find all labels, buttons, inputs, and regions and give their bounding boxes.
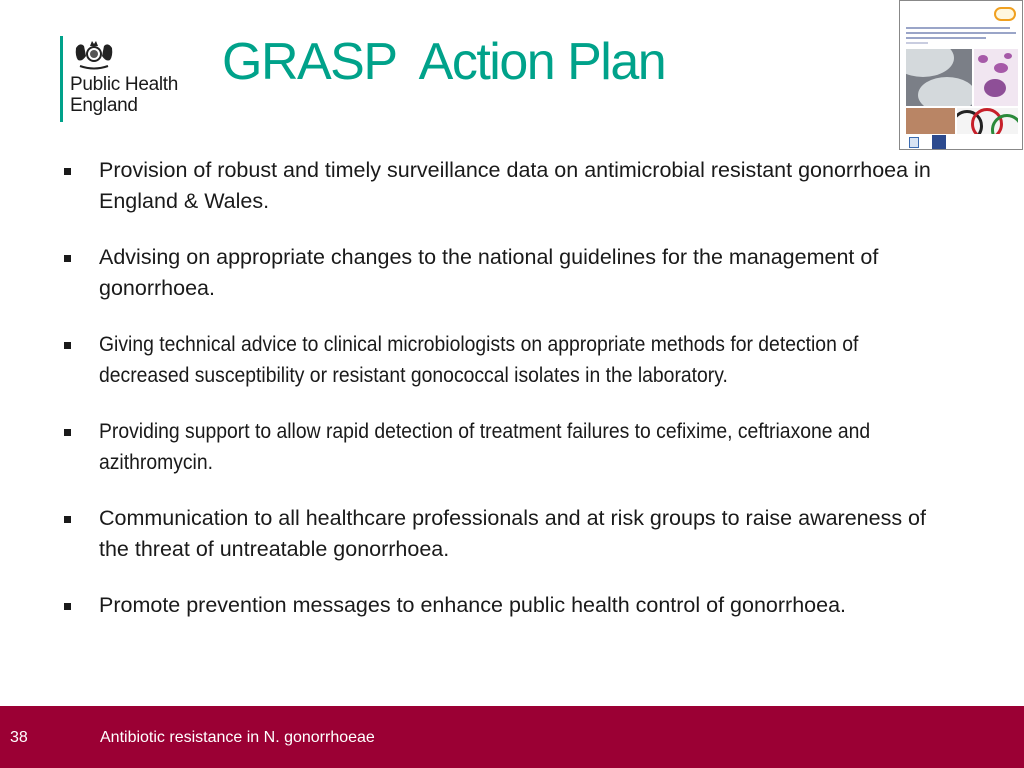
microscopy-photo [974, 49, 1018, 106]
cover-logo [909, 137, 919, 148]
bullet-item [60, 503, 960, 565]
cover-date-line [906, 42, 928, 44]
bullet-list [60, 155, 960, 646]
bullet-text: Giving technical advice to clinical microbiologists on appropriate methods for detection of decreased susceptibility or resistant gonococcal isolates in the laboratory. [99, 332, 859, 387]
bullet-item [60, 155, 960, 217]
square-bullet-icon [64, 429, 71, 436]
bullet-item [60, 242, 960, 304]
logo-line-1: Public Health [70, 74, 179, 95]
bullet-item [60, 329, 960, 391]
square-bullet-icon [64, 342, 71, 349]
pills-in-hand-photo [906, 108, 955, 134]
square-bullet-icon [64, 603, 71, 610]
bullet-text: Provision of robust and timely surveillance data on antimicrobial resistant gonorrhoea in England & Wales. [99, 158, 931, 213]
square-bullet-icon [64, 168, 71, 175]
cover-title-line [906, 37, 986, 39]
bullet-text: Advising on appropriate changes to the national guidelines for the management of gonorrhoea. [99, 245, 879, 300]
cover-title-line [906, 32, 1016, 34]
bullet-item [60, 416, 960, 478]
square-bullet-icon [64, 255, 71, 262]
royal-coat-of-arms-icon [72, 38, 116, 72]
footer-text: Antibiotic resistance in N. gonorrhoeae [100, 729, 375, 746]
logo-accent-bar [60, 36, 63, 122]
bullet-text: Communication to all healthcare professionals and at risk groups to raise awareness of the threat of untreatable gonorrhoea. [99, 506, 926, 561]
logo-text [70, 74, 178, 116]
cover-logo [932, 135, 946, 149]
square-bullet-icon [64, 516, 71, 523]
bullet-item [60, 590, 960, 621]
slide-footer [0, 706, 1024, 768]
phe-logo [60, 36, 220, 124]
badge-icon [994, 7, 1016, 21]
slide-number: 38 [10, 729, 28, 746]
bullet-text: Promote prevention messages to enhance public health control of gonorrhoea. [99, 593, 846, 617]
report-cover-thumbnail [899, 0, 1023, 150]
petri-dish-photo [906, 49, 972, 106]
rings-photo [957, 108, 1018, 134]
cover-title-line [906, 27, 1010, 29]
logo-line-2: England [70, 95, 138, 116]
slide-title: GRASP Action Plan [222, 33, 666, 91]
bullet-text: Providing support to allow rapid detection of treatment failures to cefixime, ceftriaxone and azithromycin. [99, 419, 871, 474]
